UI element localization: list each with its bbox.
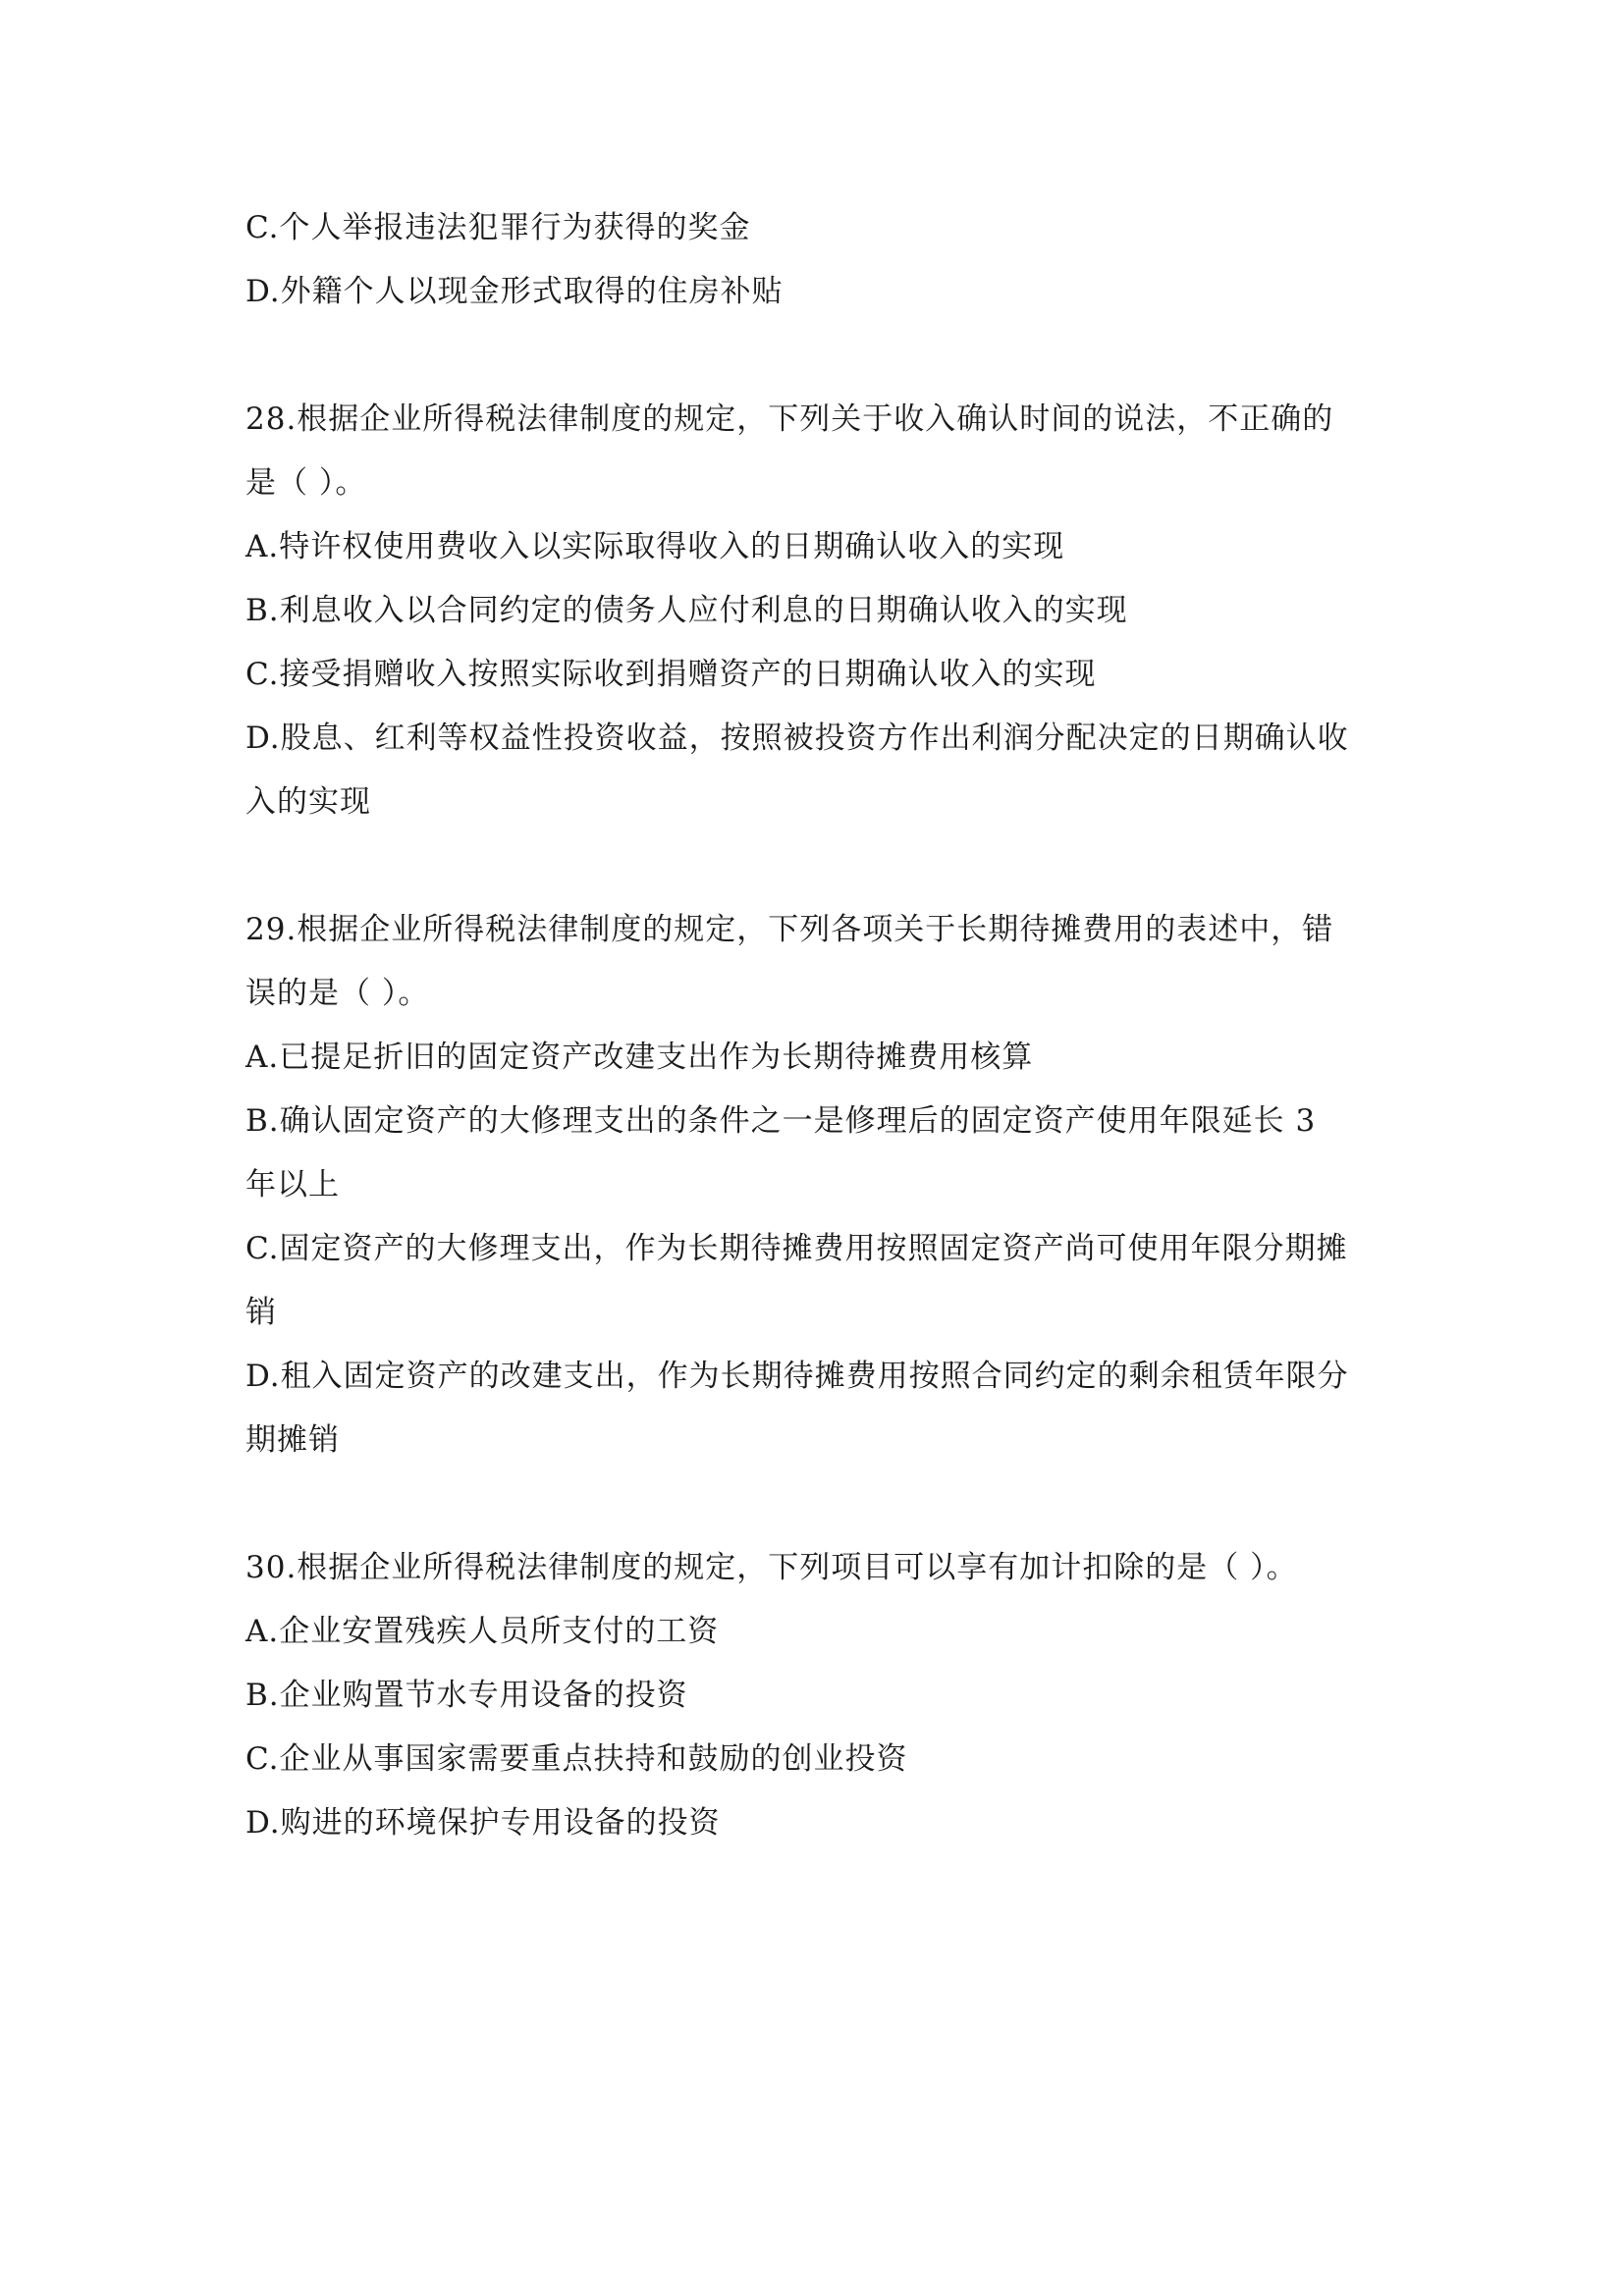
question-28 [245,388,1384,834]
question-stem: 是（ ）。 [245,465,367,501]
option-c-continued: 销 [245,1295,277,1330]
option-c: C.个人举报违法犯罪行为获得的奖金 [245,210,751,245]
question-stem: 误的是（ ）。 [245,976,430,1011]
option-d-continued: 期摊销 [245,1422,340,1458]
option-d: D.股息、红利等权益性投资收益，按照被投资方作出利润分配决定的日期确认收 [245,721,1349,756]
option-a: A.特许权使用费收入以实际取得收入的日期确认收入的实现 [245,529,1065,564]
question-stem: 28.根据企业所得税法律制度的规定，下列关于收入确认时间的说法，不正确的 [245,401,1334,437]
option-b: B.企业购置节水专用设备的投资 [245,1678,688,1713]
option-c: C.企业从事国家需要重点扶持和鼓励的创业投资 [245,1741,908,1777]
question-29 [245,898,1384,1472]
option-c: C.固定资产的大修理支出，作为长期待摊费用按照固定资产尚可使用年限分期摊 [245,1231,1348,1266]
option-d: D.租入固定资产的改建支出，作为长期待摊费用按照合同约定的剩余租赁年限分 [245,1359,1349,1394]
document-page [245,196,1384,1855]
spacer [245,1472,1384,1536]
question-30 [245,1536,1384,1855]
spacer [245,324,1384,388]
option-a: A.已提足折旧的固定资产改建支出作为长期待摊费用核算 [245,1040,1034,1075]
option-d: D.外籍个人以现金形式取得的住房补贴 [245,274,784,309]
option-d: D.购进的环境保护专用设备的投资 [245,1805,721,1841]
question-stem: 29.根据企业所得税法律制度的规定，下列各项关于长期待摊费用的表述中，错 [245,912,1334,947]
option-a: A.企业安置残疾人员所支付的工资 [245,1614,720,1649]
option-b: B.确认固定资产的大修理支出的条件之一是修理后的固定资产使用年限延长 3 [245,1103,1317,1139]
option-d-continued: 入的实现 [245,784,371,820]
option-b: B.利息收入以合同约定的债务人应付利息的日期确认收入的实现 [245,593,1128,628]
option-c: C.接受捐赠收入按照实际收到捐赠资产的日期确认收入的实现 [245,657,1097,692]
question-stem: 30.根据企业所得税法律制度的规定，下列项目可以享有加计扣除的是（ ）。 [245,1550,1298,1585]
spacer [245,834,1384,898]
option-b-continued: 年以上 [245,1167,340,1202]
question-27-fragment [245,196,1384,324]
